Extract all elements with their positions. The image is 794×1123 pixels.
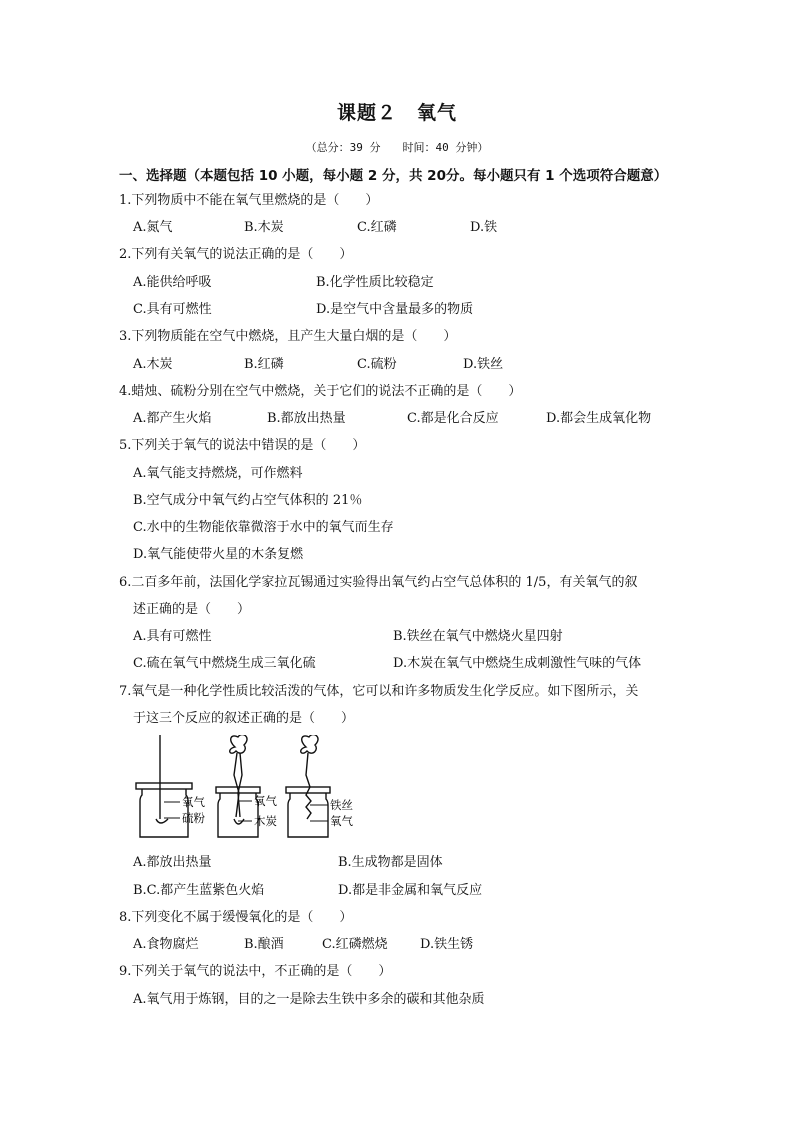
q1-option-a: A.氮气 [133, 220, 173, 235]
q4-option-d: D.都会生成氧化物 [546, 411, 652, 426]
jar-iron-wire [286, 735, 330, 837]
question-1-stem: 1.下列物质中不能在氧气里燃烧的是（ ） [119, 193, 379, 208]
q5-option-d: D.氧气能使带火星的木条复燃 [133, 547, 304, 562]
q6-option-a: A.具有可燃性 [133, 629, 212, 644]
q6-option-b: B.铁丝在氧气中燃烧火星四射 [393, 629, 563, 644]
q9-option-a: A.氧气用于炼钢，目的之一是除去生铁中多余的碳和其他杂质 [133, 992, 485, 1007]
question-4-stem: 4.蜡烛、硫粉分别在空气中燃烧，关于它们的说法不正确的是（ ） [119, 384, 522, 399]
q5-option-a: A.氧气能支持燃烧，可作燃料 [133, 466, 303, 481]
label-sulfur: 硫粉 [182, 811, 205, 825]
page-title: 课题２ 氧气 [336, 102, 457, 124]
q8-option-b: B.酿酒 [244, 937, 284, 952]
combustion-diagram [130, 735, 380, 845]
question-7-stem-line2: 于这三个反应的叙述正确的是（ ） [133, 711, 355, 726]
q8-option-a: A.食物腐烂 [133, 937, 199, 952]
label-oxygen-2: 氧气 [254, 794, 277, 808]
label-oxygen-1: 氧气 [182, 795, 205, 809]
question-6-stem-line1: 6.二百多年前，法国化学家拉瓦锡通过实验得出氧气约占空气总体积的 1/5，有关氧气的叙 [119, 575, 638, 590]
q3-option-c: C.硫粉 [357, 357, 397, 372]
q6-option-c: C.硫在氧气中燃烧生成三氧化硫 [133, 656, 316, 671]
q4-option-a: A.都产生火焰 [133, 411, 212, 426]
question-3-stem: 3.下列物质能在空气中燃烧，且产生大量白烟的是（ ） [119, 329, 457, 344]
label-oxygen-3: 氧气 [330, 814, 353, 828]
three-jars-illustration [130, 735, 380, 845]
q3-option-a: A.木炭 [133, 357, 173, 372]
q1-option-d: D.铁 [470, 220, 498, 235]
question-7-stem-line1: 7.氧气是一种化学性质比较活泼的气体，它可以和许多物质发生化学反应。如下图所示，关 [119, 684, 639, 699]
label-charcoal: 木炭 [254, 814, 277, 828]
q4-option-b: B.都放出热量 [267, 411, 346, 426]
q7-option-a: A.都放出热量 [133, 855, 212, 870]
q7-option-b: B.生成物都是固体 [338, 855, 443, 870]
q6-option-d: D.木炭在氧气中燃烧生成刺激性气味的气体 [393, 656, 642, 671]
q4-option-c: C.都是化合反应 [407, 411, 499, 426]
q1-option-b: B.木炭 [244, 220, 284, 235]
q7-option-c: B.C.都产生蓝紫色火焰 [133, 883, 265, 898]
q2-option-d: D.是空气中含量最多的物质 [316, 302, 474, 317]
q7-option-d: D.都是非金属和氧气反应 [338, 883, 483, 898]
q8-option-d: D.铁生锈 [420, 937, 474, 952]
q5-option-b: B.空气成分中氧气约占空气体积的 21％ [133, 493, 363, 508]
q5-option-c: C.水中的生物能依靠微溶于水中的氧气而生存 [133, 520, 394, 535]
q3-option-d: D.铁丝 [463, 357, 504, 372]
question-8-stem: 8.下列变化不属于缓慢氧化的是（ ） [119, 910, 353, 925]
label-iron-wire: 铁丝 [330, 798, 353, 812]
q3-option-b: B.红磷 [244, 357, 284, 372]
question-6-stem-line2: 述正确的是（ ） [133, 602, 251, 617]
q2-option-a: A.能供给呼吸 [133, 275, 212, 290]
question-5-stem: 5.下列关于氧气的说法中错误的是（ ） [119, 438, 366, 453]
q1-option-c: C.红磷 [357, 220, 397, 235]
question-9-stem: 9.下列关于氧气的说法中，不正确的是（ ） [119, 964, 392, 979]
q2-option-b: B.化学性质比较稳定 [316, 275, 434, 290]
q8-option-c: C.红磷燃烧 [322, 937, 388, 952]
section-heading: 一、选择题（本题包括 10 小题，每小题 2 分，共 20分。每小题只有 1 个选项符合题意） [119, 168, 668, 184]
q2-option-c: C.具有可燃性 [133, 302, 212, 317]
exam-info: （总分：39 分 时间：40 分钟） [305, 141, 489, 154]
question-2-stem: 2.下列有关氧气的说法正确的是（ ） [119, 247, 353, 262]
